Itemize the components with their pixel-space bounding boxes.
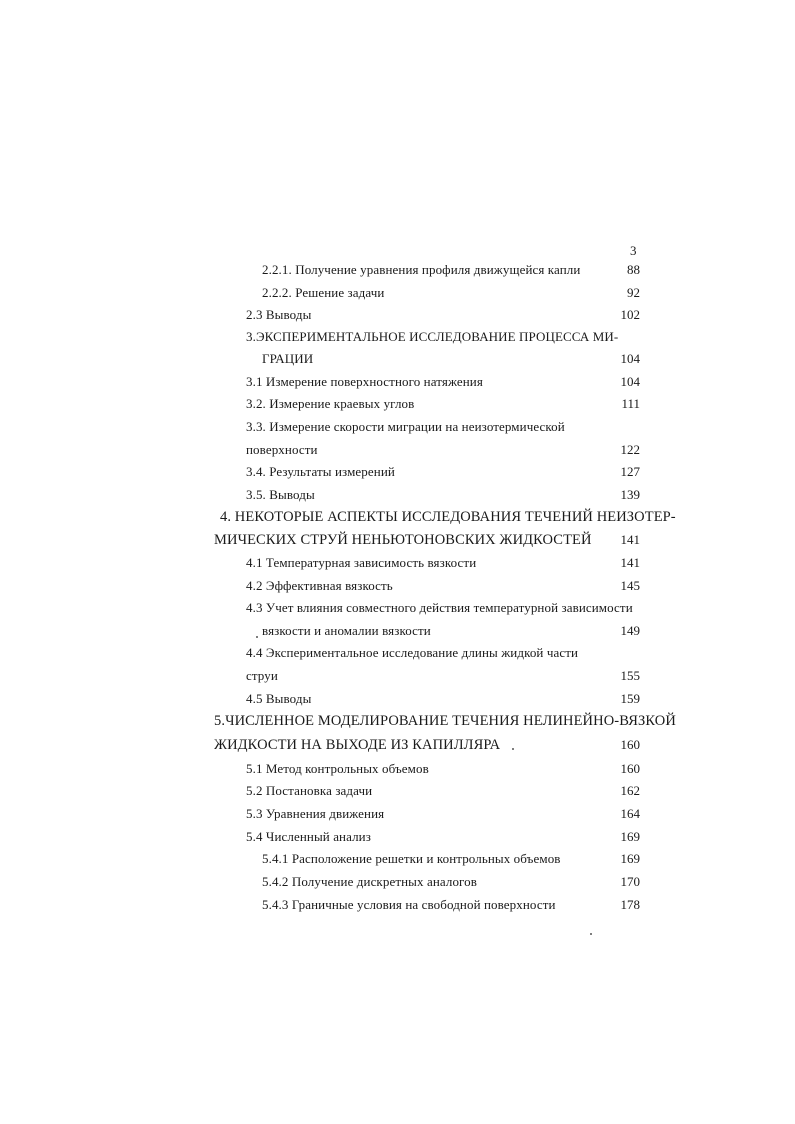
toc-entry-page: 104	[620, 351, 640, 366]
toc-entry-text: 4. НЕКОТОРЫЕ АСПЕКТЫ ИССЛЕДОВАНИЯ ТЕЧЕНИЙ НЕИЗОТЕР-	[220, 509, 676, 525]
page-number: 3	[630, 243, 637, 258]
toc-entry-text: 5.1 Метод контрольных объемов	[246, 761, 429, 776]
toc-entry-text: МИЧЕСКИХ СТРУЙ НЕНЬЮТОНОВСКИХ ЖИДКОСТЕЙ	[214, 532, 592, 548]
toc-entry-text: 2.2.1. Получение уравнения профиля движущейся капли	[262, 262, 581, 277]
toc-entry-page: 169	[620, 851, 640, 866]
toc-entry-text: струи	[246, 668, 278, 683]
toc-entry-text: ГРАЦИИ	[262, 351, 314, 366]
toc-entry-text: 4.1 Температурная зависимость вязкости	[246, 555, 477, 570]
toc-entry-text: 3.5. Выводы	[246, 487, 315, 502]
scan-speck	[256, 636, 258, 638]
toc-entry-page: 149	[620, 623, 640, 638]
toc-entry-text: 3.1 Измерение поверхностного натяжения	[246, 374, 483, 389]
toc-entry-page: 122	[620, 442, 640, 457]
toc-entry-page: 139	[620, 487, 640, 502]
toc-entry-page: 164	[620, 806, 640, 821]
toc-entry-text: 4.2 Эффективная вязкость	[246, 578, 393, 593]
toc-entry-page: 111	[621, 396, 640, 411]
toc-entry-text: вязкости и аномалии вязкости	[262, 623, 431, 638]
toc-entry-text: ЖИДКОСТИ НА ВЫХОДЕ ИЗ КАПИЛЛЯРА	[214, 737, 501, 753]
toc-entry-page: 155	[620, 668, 640, 683]
toc-entry-text: 5.ЧИСЛЕННОЕ МОДЕЛИРОВАНИЕ ТЕЧЕНИЯ НЕЛИНЕЙНО-ВЯЗКОЙ	[214, 713, 676, 729]
toc-entry-text: 5.4.3 Граничные условия на свободной поверхности	[262, 897, 556, 912]
toc-entry-text: 3.3. Измерение скорости миграции на неизотермической	[246, 419, 565, 434]
toc-entry-text: 3.2. Измерение краевых углов	[246, 396, 415, 411]
scan-speck	[590, 933, 592, 935]
toc-entry-text: 2.2.2. Решение задачи	[262, 285, 385, 300]
toc-entry-page: 162	[620, 783, 640, 798]
toc-entry-page: 160	[620, 737, 640, 752]
toc-entry-page: 159	[620, 691, 640, 706]
scan-speck	[512, 748, 514, 750]
toc-entry-text: 4.4 Экспериментальное исследование длины жидкой части	[246, 645, 579, 660]
toc-entry-page: 88	[627, 262, 640, 277]
toc-entry-page: 104	[620, 374, 640, 389]
toc-entry-text: 5.3 Уравнения движения	[246, 806, 385, 821]
toc-entry-text: 5.2 Постановка задачи	[246, 783, 373, 798]
toc-entry-page: 178	[620, 897, 640, 912]
toc-entry-page: 92	[627, 285, 640, 300]
toc-entry-text: 5.4.2 Получение дискретных аналогов	[262, 874, 477, 889]
toc-entry-text: 4.5 Выводы	[246, 691, 312, 706]
toc-entry-page: 145	[620, 578, 640, 593]
toc-entry-text: 3.ЭКСПЕРИМЕНТАЛЬНОЕ ИССЛЕДОВАНИЕ ПРОЦЕССА МИ-	[246, 329, 619, 344]
toc-entry-page: 169	[620, 829, 640, 844]
toc-entry-text: 4.3 Учет влияния совместного действия температурной зависимости	[246, 600, 633, 615]
toc-entry-page: 170	[620, 874, 640, 889]
toc-entry-page: 160	[620, 761, 640, 776]
toc-entry-page: 141	[620, 555, 640, 570]
toc-entry-page: 141	[620, 532, 640, 547]
toc-entry-text: поверхности	[246, 442, 318, 457]
toc-entry-text: 2.3 Выводы	[246, 307, 312, 322]
toc-entry-page: 127	[620, 464, 640, 479]
toc-entry-page: 102	[620, 307, 640, 322]
toc-entry-text: 5.4 Численный анализ	[246, 829, 371, 844]
toc-entry-text: 3.4. Результаты измерений	[246, 464, 395, 479]
toc-entry-text: 5.4.1 Расположение решетки и контрольных объемов	[262, 851, 561, 866]
